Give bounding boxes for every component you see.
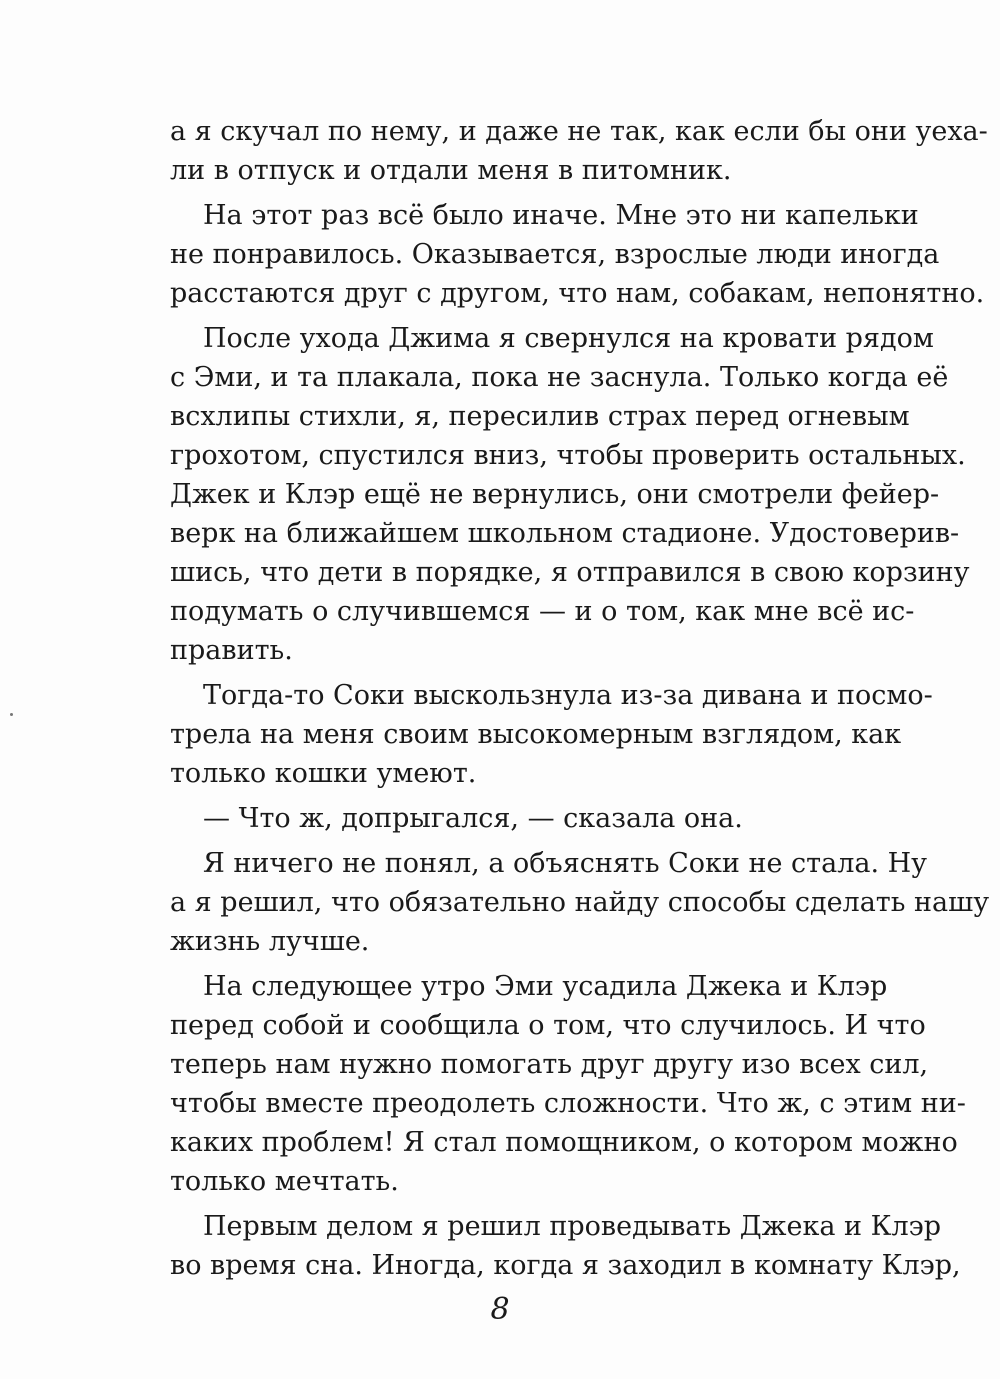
text-line: теперь нам нужно помогать друг другу изо всех сил, [170, 1049, 929, 1080]
body-text [170, 112, 990, 1285]
paragraph [170, 967, 966, 1201]
paragraph [170, 1207, 961, 1285]
paragraph [170, 676, 933, 793]
text-line: не понравилось. Оказывается, взрослые люди иногда [170, 239, 940, 270]
text-line: — Что ж, допрыгался, — сказала она. [203, 803, 743, 834]
text-line: После ухода Джима я свернулся на кровати рядом [203, 323, 934, 354]
text-line: верк на ближайшем школьном стадионе. Удостоверив- [170, 518, 960, 549]
text-line: чтобы вместе преодолеть сложности. Что ж, с этим ни- [170, 1088, 966, 1119]
text-line: Я ничего не понял, а объяснять Соки не стала. Ну [203, 848, 928, 879]
text-line: перед собой и сообщила о том, что случилось. И что [170, 1010, 926, 1041]
text-line: расстаются друг с другом, что нам, собакам, непонятно. [170, 278, 985, 309]
text-line: На этот раз всё было иначе. Мне это ни капельки [203, 200, 919, 231]
text-line: ли в отпуск и отдали меня в питомник. [170, 155, 732, 186]
text-line: шись, что дети в порядке, я отправился в свою корзину [170, 557, 970, 588]
text-line: только кошки умеют. [170, 758, 477, 789]
text-line: а я скучал по нему, и даже не так, как если бы они уеха- [170, 116, 988, 147]
paragraph [170, 844, 990, 961]
text-line: во время сна. Иногда, когда я заходил в комнату Клэр, [170, 1250, 961, 1281]
text-line: только мечтать. [170, 1166, 399, 1197]
text-line: жизнь лучше. [170, 926, 370, 957]
text-line: На следующее утро Эми усадила Джека и Клэр [203, 971, 888, 1002]
text-line: всхлипы стихли, я, пересилив страх перед огневым [170, 401, 910, 432]
paragraph [170, 196, 985, 313]
text-line: каких проблем! Я стал помощником, о котором можно [170, 1127, 958, 1158]
text-line: Тогда-то Соки выскользнула из-за дивана и посмо- [203, 680, 933, 711]
paragraph [170, 319, 970, 670]
page-number: 8 [490, 1292, 510, 1327]
text-line: трела на меня своим высокомерным взглядом, как [170, 719, 902, 750]
text-line: править. [170, 635, 293, 666]
text-line: грохотом, спустился вниз, чтобы проверить остальных. [170, 440, 966, 471]
text-line: с Эми, и та плакала, пока не заснула. Только когда её [170, 362, 949, 393]
text-line: Первым делом я решил проведывать Джека и Клэр [203, 1211, 942, 1242]
text-line: подумать о случившемся — и о том, как мне всё ис- [170, 596, 915, 627]
paragraph [170, 112, 988, 190]
text-line: Джек и Клэр ещё не вернулись, они смотрели фейер- [170, 479, 940, 510]
paragraph [170, 799, 886, 838]
text-line: а я решил, что обязательно найду способы сделать нашу [170, 887, 990, 918]
margin-speck [10, 713, 13, 716]
